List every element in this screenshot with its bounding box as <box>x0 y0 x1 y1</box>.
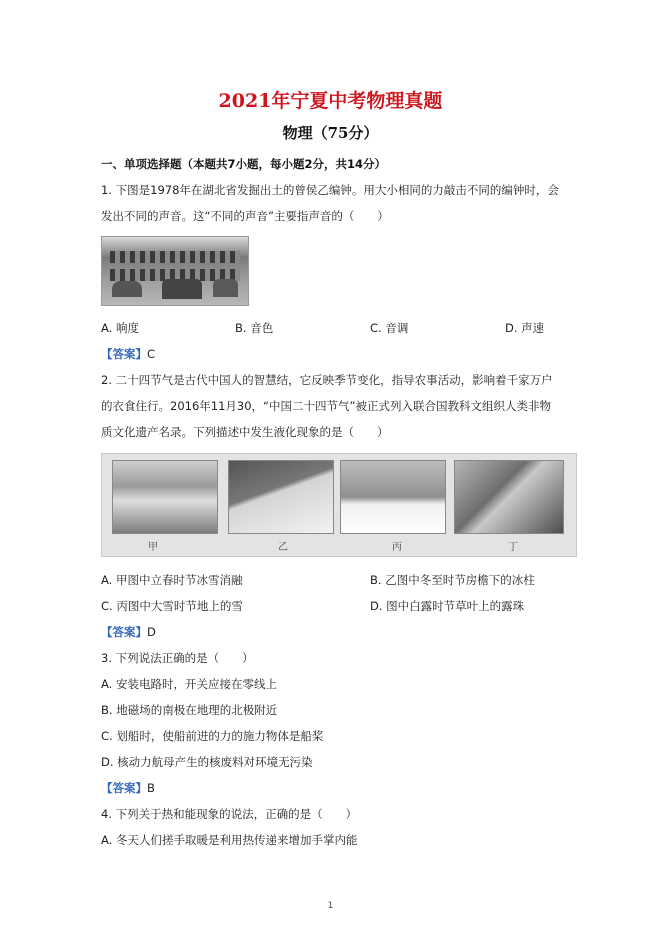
q1-bianzhong-photo <box>101 236 249 306</box>
page-number: 1 <box>327 901 334 911</box>
q1-option-a: A. 响度 <box>101 321 139 335</box>
photo-label-jia: 甲 <box>148 542 158 553</box>
section-heading: 一、单项选择题（本题共7小题，每小题2分，共14分） <box>101 157 387 171</box>
q1-option-d: D. 声速 <box>505 321 545 335</box>
q4-text-line1: 4. 下列关于热和能现象的说法，正确的是（ ） <box>101 807 358 821</box>
q1-text-line1: 1. 下图是1978年在湖北省发掘出土的曾侯乙编钟。用大小相同的力敲击不同的编钟时，会 <box>101 183 559 197</box>
q1-answer <box>101 346 155 362</box>
q3-option-d: D. 核动力航母产生的核废料对环境无污染 <box>101 755 313 769</box>
q2-answer <box>101 624 156 640</box>
photo-label-bing: 丙 <box>392 542 402 553</box>
photo-jia-ice <box>112 460 218 534</box>
q2-text-line1: 2. 二十四节气是古代中国人的智慧结，它反映季节变化，指导农事活动，影响着千家万户 <box>101 373 553 387</box>
answer-value: D <box>147 625 156 639</box>
q2-option-a: A. 甲图中立春时节冰雪消融 <box>101 573 243 587</box>
q3-text-line1: 3. 下列说法正确的是（ ） <box>101 651 254 665</box>
photo-ding-dew <box>454 460 564 534</box>
answer-tag: 【答案】 <box>101 625 147 639</box>
q2-solar-terms-photos <box>101 453 577 557</box>
q1-option-c: C. 音调 <box>370 321 409 335</box>
q2-text-line3: 质文化遗产名录。下列描述中发生液化现象的是（ ） <box>101 425 389 439</box>
photo-yi-icicles <box>228 460 334 534</box>
photo-label-yi: 乙 <box>278 542 288 553</box>
q3-option-a: A. 安装电路时，开关应接在零线上 <box>101 677 277 691</box>
q1-option-b: B. 音色 <box>235 321 274 335</box>
q3-option-b: B. 地磁场的南极在地理的北极附近 <box>101 703 278 717</box>
q3-option-c: C. 划船时，使船前进的力的施力物体是船桨 <box>101 729 324 743</box>
q2-option-c: C. 丙图中大雪时节地上的雪 <box>101 599 243 613</box>
answer-value: C <box>147 347 156 361</box>
q4-option-a: A. 冬天人们搓手取暖是利用热传递来增加手掌内能 <box>101 833 358 847</box>
q2-option-b: B. 乙图中冬至时节房檐下的冰柱 <box>370 573 535 587</box>
q2-option-d: D. 图中白露时节草叶上的露珠 <box>370 599 525 613</box>
answer-value: B <box>147 781 155 795</box>
photo-bing-snow <box>340 460 446 534</box>
document-title: 2021年宁夏中考物理真题 <box>218 90 443 112</box>
photo-label-ding: 丁 <box>508 542 518 553</box>
q1-text-line2: 发出不同的声音。这“不同的声音”主要指声音的（ ） <box>101 209 389 223</box>
answer-tag: 【答案】 <box>101 781 147 795</box>
answer-tag: 【答案】 <box>101 347 147 361</box>
q2-text-line2: 的衣食住行。2016年11月30，“中国二十四节气”被正式列入联合国教科文组织人类非物 <box>101 399 551 413</box>
document-subtitle: 物理（75分） <box>282 124 379 142</box>
q3-answer <box>101 780 155 796</box>
